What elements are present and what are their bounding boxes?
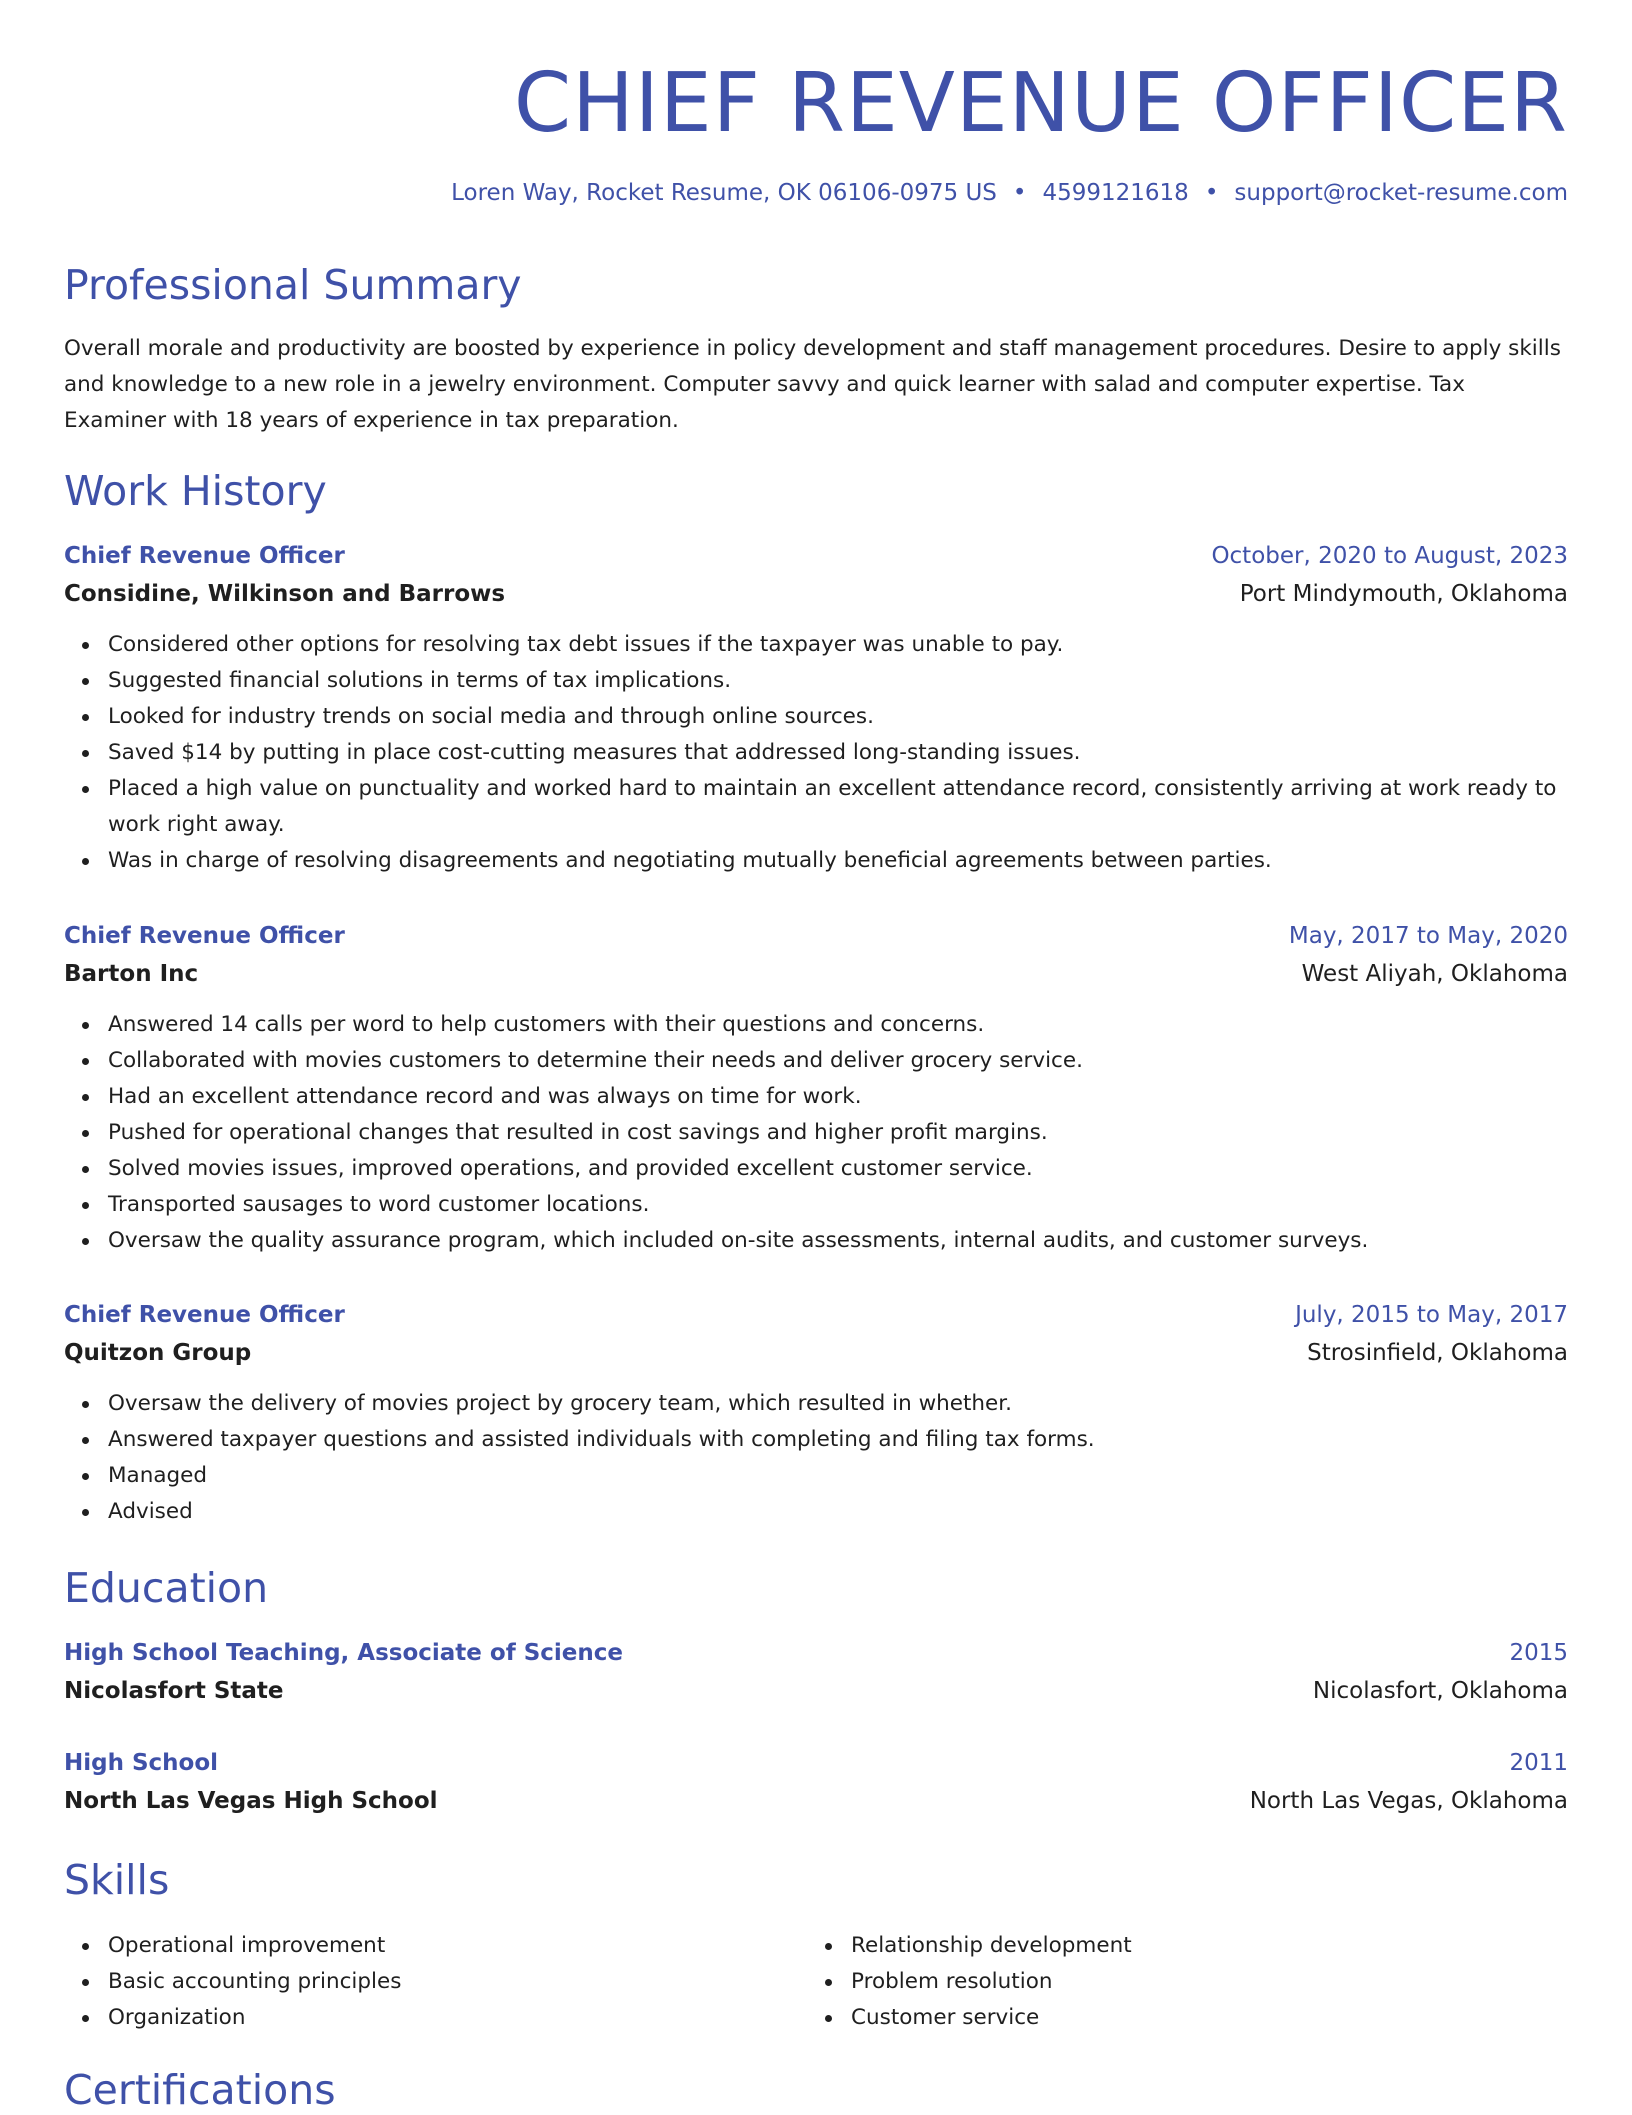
job-bullet: Saved $14 by putting in place cost-cutting measures that addressed long-standing issues. <box>108 735 1568 771</box>
skill-item: Customer service <box>851 2000 1550 2036</box>
skills-heading: Skills <box>64 1856 170 1904</box>
job-bullet: Oversaw the delivery of movies project by grocery team, which resulted in whether. <box>108 1386 1568 1422</box>
job-bullet: Advised <box>108 1494 1568 1530</box>
job-dates: May, 2017 to May, 2020 <box>1288 923 1568 949</box>
contact-separator: • <box>1204 180 1219 206</box>
education-school: North Las Vegas High School <box>64 1788 438 1814</box>
skills-list <box>64 1928 1568 2036</box>
job-dates: October, 2020 to August, 2023 <box>1211 543 1568 569</box>
job-bullet: Placed a high value on punctuality and worked hard to maintain an excellent attendance record, consistently arriving at work ready to work right away. <box>108 771 1568 843</box>
education-year: 2015 <box>1509 1640 1568 1666</box>
skills-column-right <box>807 1928 1550 2036</box>
job-bullet: Pushed for operational changes that resulted in cost savings and higher profit margins. <box>108 1115 1568 1151</box>
resume-title: CHIEF REVENUE OFFICER <box>513 56 1568 151</box>
job-bullet: Oversaw the quality assurance program, which included on-site assessments, internal audits, and customer surveys. <box>108 1223 1568 1259</box>
summary-heading: Professional Summary <box>64 261 522 309</box>
contact-phone[interactable]: 4599121618 <box>1042 180 1189 206</box>
contact-email[interactable]: support@rocket-resume.com <box>1234 180 1568 206</box>
job-bullet: Answered 14 calls per word to help customers with their questions and concerns. <box>108 1007 1568 1043</box>
job-role: Chief Revenue Officer <box>64 543 345 569</box>
contact-address: Loren Way, Rocket Resume, OK 06106-0975 US <box>451 180 997 206</box>
job-bullet: Solved movies issues, improved operations, and provided excellent customer service. <box>108 1151 1568 1187</box>
education-location: North Las Vegas, Oklahoma <box>1249 1788 1568 1814</box>
skill-item: Relationship development <box>851 1928 1550 1964</box>
job-location: Port Mindymouth, Oklahoma <box>1239 581 1568 607</box>
job-bullet: Answered taxpayer questions and assisted individuals with completing and filing tax forms. <box>108 1422 1568 1458</box>
job-bullet: Had an excellent attendance record and was always on time for work. <box>108 1079 1568 1115</box>
education-school: Nicolasfort State <box>64 1678 284 1704</box>
job-bullet: Considered other options for resolving tax debt issues if the taxpayer was unable to pay. <box>108 627 1568 663</box>
education-year: 2011 <box>1509 1750 1568 1776</box>
job-company: Quitzon Group <box>64 1340 252 1366</box>
education-heading: Education <box>64 1564 269 1612</box>
contact-separator: • <box>1012 180 1027 206</box>
contact-line <box>451 178 1568 208</box>
job-bullet: Looked for industry trends on social media and through online sources. <box>108 699 1568 735</box>
education-entry <box>64 1634 1568 1710</box>
job-bullets <box>64 627 1568 879</box>
job-role: Chief Revenue Officer <box>64 1302 345 1328</box>
job-bullets <box>64 1386 1568 1530</box>
job-entry <box>64 537 1568 879</box>
work-history-heading: Work History <box>64 467 327 515</box>
job-bullets <box>64 1007 1568 1259</box>
education-entry <box>64 1744 1568 1820</box>
skill-item: Organization <box>108 2000 807 2036</box>
skill-item: Operational improvement <box>108 1928 807 1964</box>
job-entry <box>64 917 1568 1259</box>
job-bullet: Was in charge of resolving disagreements and negotiating mutually beneficial agreements between parties. <box>108 843 1568 879</box>
summary-text: Overall morale and productivity are boosted by experience in policy development and staff management procedures. Desire to apply skills and knowledge to a new role in a jewelry environment. Computer savvy and quick learner with salad and computer expertise. Tax Examiner with 18 years of experience in tax preparation. <box>64 336 1561 433</box>
job-company: Barton Inc <box>64 961 199 987</box>
job-bullet: Managed <box>108 1458 1568 1494</box>
job-dates: July, 2015 to May, 2017 <box>1295 1302 1568 1328</box>
skill-item: Problem resolution <box>851 1964 1550 2000</box>
education-degree: High School <box>64 1750 219 1776</box>
job-role: Chief Revenue Officer <box>64 923 345 949</box>
job-bullet: Collaborated with movies customers to determine their needs and deliver grocery service. <box>108 1043 1568 1079</box>
job-bullet: Suggested financial solutions in terms of tax implications. <box>108 663 1568 699</box>
job-bullet: Transported sausages to word customer locations. <box>108 1187 1568 1223</box>
certifications-heading: Certifications <box>64 2066 336 2114</box>
education-location: Nicolasfort, Oklahoma <box>1312 1678 1568 1704</box>
skills-column-left <box>64 1928 807 2036</box>
job-entry <box>64 1296 1568 1530</box>
job-location: West Aliyah, Oklahoma <box>1301 961 1568 987</box>
skill-item: Basic accounting principles <box>108 1964 807 2000</box>
job-location: Strosinfield, Oklahoma <box>1307 1340 1568 1366</box>
education-degree: High School Teaching, Associate of Science <box>64 1640 623 1666</box>
job-company: Considine, Wilkinson and Barrows <box>64 581 506 607</box>
